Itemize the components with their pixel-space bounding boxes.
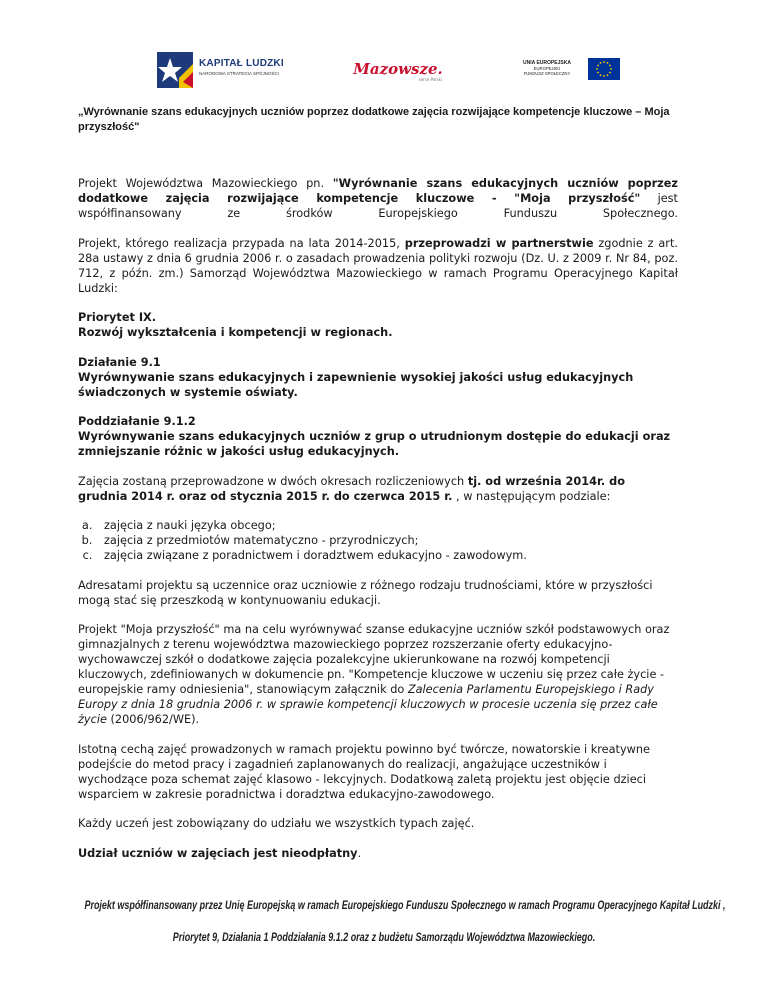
intro-line3: współfinansowany ze środków Europejskiego Funduszu Społecznego. xyxy=(78,207,678,220)
priority-section xyxy=(78,310,678,340)
realization-paragraph: Projekt, którego realizacja przypada na lata 2014-2015, przeprowadzi w partnerstwie zgodnie z art. 28a ustawy z dnia 6 grudnia 2006 r. o zasadach prowadzenia polityki rozwoju (Dz. U. z 2009 r. Nr 84, poz. 712, z późn. zm.) Samorząd Województwa Mazowieckiego w ramach Programu Operacyjnego Kapitał Ludzki: xyxy=(78,236,678,295)
kapital-ludzki-subtitle: NARODOWA STRATEGIA SPÓJNOŚCI xyxy=(199,71,280,76)
mazowsze-subtitle: serce Polski xyxy=(418,77,442,82)
schedule-paragraph: Zajęcia zostaną przeprowadzone w dwóch okresach rozliczeniowych tj. od września 2014r. do grudnia 2014 r. oraz od stycznia 2015 r. do czerwca 2015 r. , w następującym podziale: xyxy=(78,474,626,503)
obligation-paragraph: Każdy uczeń jest zobowiązany do udziału we wszystkich typach zajęć. xyxy=(78,817,475,830)
list-item: a. zajęcia z nauki języka obcego; xyxy=(96,518,678,533)
eu-title: UNIA EUROPEJSKA xyxy=(523,60,571,66)
priority-text: Rozwój wykształcenia i kompetencji w regionach. xyxy=(78,326,393,339)
goal-paragraph: Projekt "Moja przyszłość" ma na celu wyrównywać szanse edukacyjne uczniów szkół podstawowych oraz gimnazjalnych z terenu województwa mazowieckiego poprzez rozszerzanie oferty edukacyjno-wychowawczej szkół o dodatkowe zajęcia pozalekcyjne ukierunkowane na rozwój kompetencji kluczowych, zdefiniowanych w dokumencie pn. "Kompetencje kluczowe w uczeniu się przez całe życie - europejskie ramy odniesienia", stanowiącym załącznik do Zalecenia Parlamentu Europejskiego i Rady Europy z dnia 18 grudnia 2006 r. w sprawie kompetencji kluczowych w procesie uczenia się przez całe życie (2006/962/WE). xyxy=(78,623,670,726)
logo-bar xyxy=(0,52,768,102)
feature-paragraph: Istotną cechą zajęć prowadzonych w ramach projektu powinno być twórcze, nowatorskie i kreatywne podejście do metod pracy i zagadnień zaplanowanych do realizacji, angażujące uczestników i wychodzące poza schemat zajęć klasowo - lekcyjnych. Dodatkową zaletą projektu jest objęcie dzieci wsparciem w zakresie poradnictwa i doradztwa edukacyjno-zawodowego. xyxy=(78,742,651,801)
eu-line1: EUROPEJSKI xyxy=(533,66,561,71)
mazowsze-title: Mazowsze. xyxy=(353,60,443,78)
subaction-label: Poddziałanie 9.1.2 xyxy=(78,415,196,428)
addressees-paragraph: Adresatami projektu są uczennice oraz uczniowie z różnego rodzaju trudnościami, które w przyszłości mogą stać się przeszkodą w kontynuowaniu edukacji. xyxy=(78,578,653,607)
document-header-title: „Wyrównanie szans edukacyjnych uczniów poprzez dodatkowe zajęcia rozwijające kompetencje kluczowe – Moja przyszłość" xyxy=(78,106,670,133)
kapital-ludzki-logo xyxy=(157,52,287,88)
footer-line2: Priorytet 9, Działania 1 Poddziałania 9.1.2 oraz z budżetu Samorządu Województwa Mazowieckiego. xyxy=(172,932,596,944)
document-body xyxy=(78,176,678,875)
document-footer xyxy=(84,900,726,964)
activities-list xyxy=(78,518,678,563)
action-label: Działanie 9.1 xyxy=(78,355,161,369)
eu-flag-icon xyxy=(588,58,620,80)
subaction-section xyxy=(78,414,678,459)
eu-line2: FUNDUSZ SPOŁECZNY xyxy=(523,71,571,76)
kapital-ludzki-star-icon xyxy=(157,52,193,88)
kapital-ludzki-title: KAPITAŁ LUDZKI xyxy=(199,58,284,69)
free-participation-paragraph: Udział uczniów w zajęciach jest nieodpłatny. xyxy=(78,846,362,860)
intro-line2: dodatkowe zajęcia rozwijające kompetencje kluczowe - "Moja przyszłość" jest xyxy=(78,192,678,205)
eu-logo xyxy=(512,58,622,94)
action-text: Wyrównywanie szans edukacyjnych i zapewnienie wysokiej jakości usług edukacyjnych świadczonych w systemie oświaty. xyxy=(78,370,634,399)
intro-line1: Projekt Województwa Mazowieckiego pn. "Wyrównanie szans edukacyjnych uczniów poprzez xyxy=(78,177,678,190)
priority-label: Priorytet IX. xyxy=(78,311,157,324)
list-item: b. zajęcia z przedmiotów matematyczno - przyrodniczych; xyxy=(96,533,678,548)
subaction-text: Wyrównywanie szans edukacyjnych uczniów z grup o utrudnionym dostępie do edukacji oraz zmniejszanie różnic w jakości usług edukacyjnych. xyxy=(78,430,671,458)
mazowsze-logo xyxy=(338,60,458,82)
action-section xyxy=(78,355,678,400)
intro-paragraph xyxy=(78,176,678,221)
footer-line1: Projekt współfinansowany przez Unię Europejską w ramach Europejskiego Funduszu Społecznego w ramach Programu Operacyjnego Kapitał Ludzki , xyxy=(84,900,726,912)
list-item: c. zajęcia związane z poradnictwem i doradztwem edukacyjno - zawodowym. xyxy=(96,548,678,563)
